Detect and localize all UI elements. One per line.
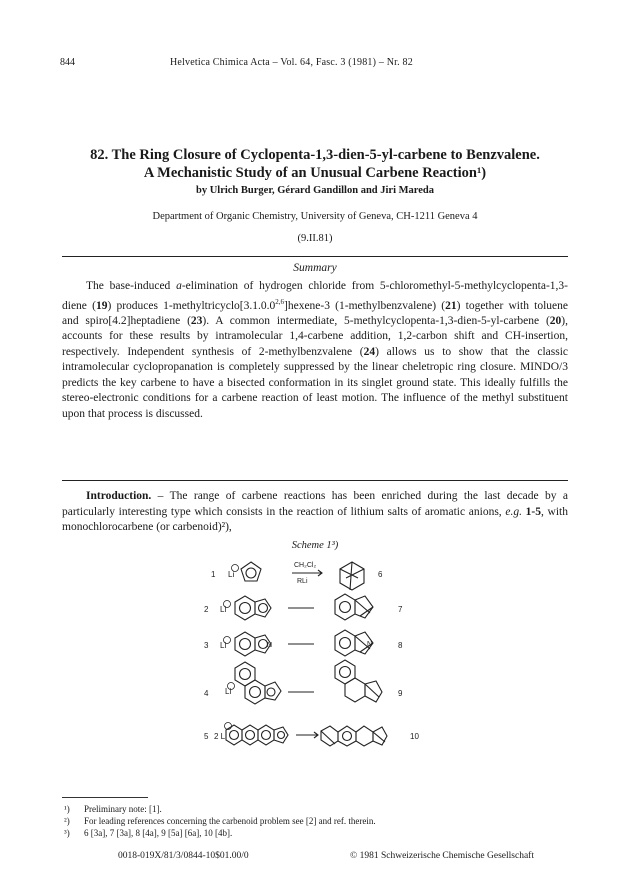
reagent-bottom: RLi bbox=[297, 578, 308, 585]
scheme-label-6: 6 bbox=[378, 570, 383, 579]
footnote-2: ²) For leading references concerning the carbenoid problem see [2] and ref. therein. bbox=[64, 816, 376, 826]
copyright: © 1981 Schweizerische Chemische Gesellschaft bbox=[350, 851, 534, 861]
page-number: 844 bbox=[60, 57, 75, 68]
scheme-title: Scheme 1³) bbox=[291, 540, 339, 551]
svg-text:2 Li: 2 Li bbox=[214, 732, 227, 741]
reagent-top: CH₂Cl₂ bbox=[294, 562, 317, 569]
summary-text: The base-induced a-elimination of hydrogen chloride from 5-chloromethyl-5-methylcyclopenta-1,3-diene (19) produces 1-methyltricyclo[3.1.0.0$^{2,6}$]hexene-3 (1-methylbenzvalene) (21) together with toluene and spiro[4.2]heptadiene (23). A common intermediate, 5-methylcyclopenta-1,3-dien-5-yl-carbene (20), accounts for these results by intramolecular 1,4-carbene addition, 1,2-carbon shift and CH-insertion, respectively. Independent synthesis of 2-methylbenzvalene (24) allows us to show that the classic intramolecular cyclopropanation is completely suppressed by the linear cheletropic ring closure. MINDO/3 predicts the key carbene to have a bisected conformation in its singlet ground state. This ideally fulfills the stereo-electronic conditions for a carbene reaction of least motion. The influence of the methyl substituent upon that process is discussed. bbox=[62, 280, 568, 420]
li-label: Li bbox=[228, 570, 235, 579]
authors: by Ulrich Burger, Gérard Gandillon and Jiri Mareda bbox=[195, 185, 434, 196]
introduction-text: Introduction. – The range of carbene reactions has been enriched during the last decade by a particularly interesting type which consists in the reaction of lithium salts of aromatic anions, e.g. 1-5, with monochlorocarbene (or carbenoid)²), bbox=[62, 490, 568, 533]
footnote-3: ³) 6 [3a], 7 [3a], 8 [4a], 9 [5a] [6a], 10 [4b]. bbox=[64, 828, 233, 838]
scheme-label-10: 10 bbox=[410, 732, 419, 741]
scheme-label-5: 5 bbox=[204, 732, 209, 741]
scheme-1-diagram bbox=[190, 556, 450, 786]
footnotes bbox=[62, 803, 568, 839]
scheme-label-4: 4 bbox=[204, 689, 209, 698]
affiliation: Department of Organic Chemistry, University of Geneva, CH-1211 Geneva 4 bbox=[152, 211, 478, 222]
scheme-label-3: 3 bbox=[204, 641, 209, 650]
footnote-1: ¹) Preliminary note: [1]. bbox=[64, 804, 162, 814]
svg-text:Li: Li bbox=[225, 687, 232, 696]
title-line-2: A Mechanistic Study of an Unusual Carbene Reaction¹) bbox=[143, 165, 487, 181]
article-title bbox=[60, 146, 570, 182]
introduction-heading: Introduction. bbox=[86, 490, 152, 502]
received-date: (9.II.81) bbox=[297, 233, 333, 244]
summary-top-rule bbox=[62, 256, 568, 257]
summary-bottom-rule bbox=[62, 480, 568, 481]
scheme-label-8: 8 bbox=[398, 641, 403, 650]
svg-text:Li: Li bbox=[220, 641, 227, 650]
scheme-label-7: 7 bbox=[398, 605, 403, 614]
svg-text:N: N bbox=[267, 642, 273, 649]
scheme-label-9: 9 bbox=[398, 689, 403, 698]
svg-text:Li: Li bbox=[220, 605, 227, 614]
footnote-rule bbox=[62, 797, 148, 798]
article-code: 0018-019X/81/3/0844-10$01.00/0 bbox=[118, 851, 249, 861]
scheme-label-1: 1 bbox=[211, 570, 216, 579]
title-line-1: 82. The Ring Closure of Cyclopenta-1,3-dien-5-yl-carbene to Benzvalene. bbox=[90, 147, 540, 163]
journal-header: Helvetica Chimica Acta – Vol. 64, Fasc. 3 (1981) – Nr. 82 bbox=[170, 57, 413, 68]
scheme-label-2: 2 bbox=[204, 605, 209, 614]
svg-text:N: N bbox=[367, 641, 373, 648]
summary-heading: Summary bbox=[293, 262, 337, 274]
